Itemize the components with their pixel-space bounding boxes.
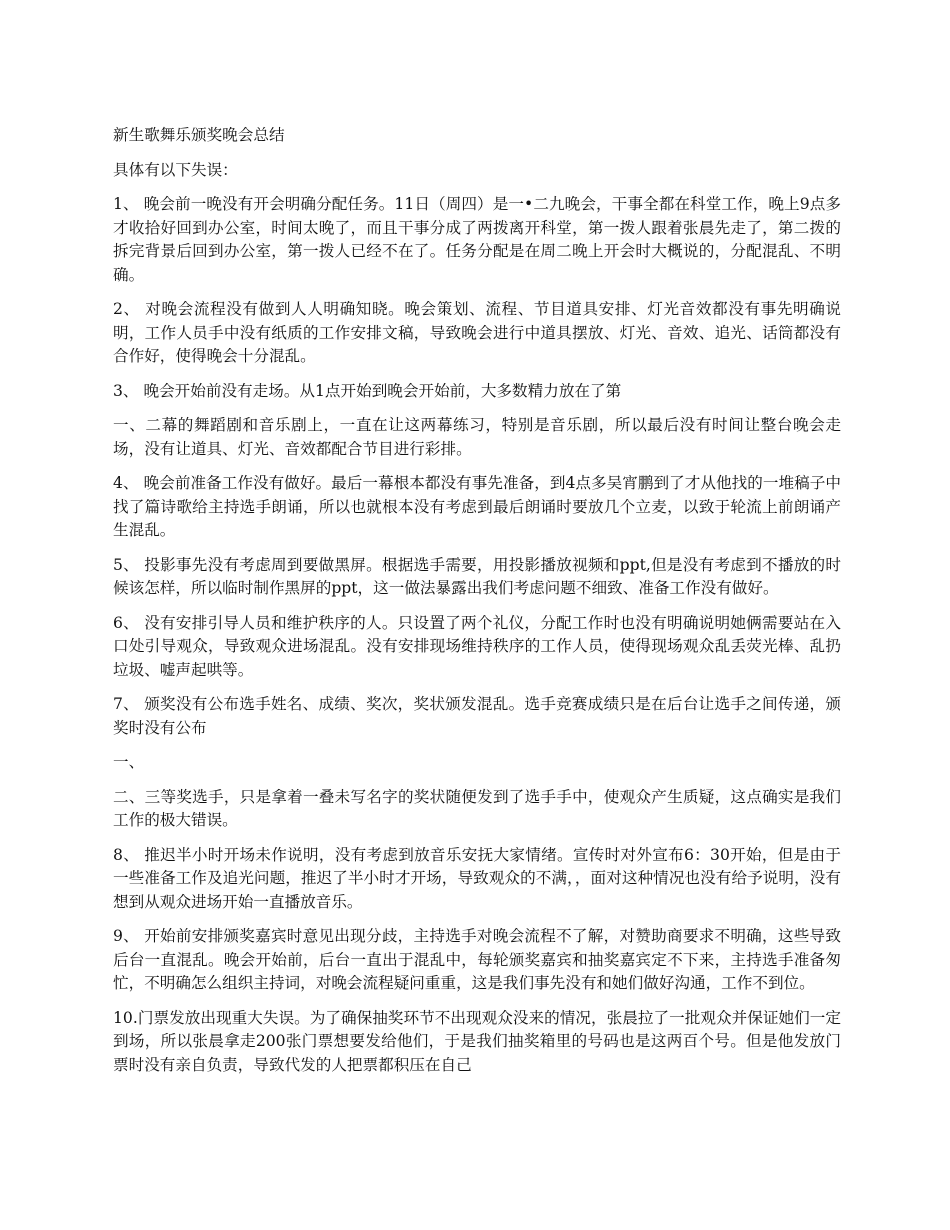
paragraph: 一、二幕的舞蹈剧和音乐剧上，一直在让这两幕练习，特别是音乐剧，所以最后没有时间让整台晚会走场，没有让道具、灯光、音效都配合节目进行彩排。: [113, 416, 841, 458]
paragraph: 2、 对晚会流程没有做到人人明确知晓。晚会策划、流程、节目道具安排、灯光音效都没有事先明确说明，工作人员手中没有纸质的工作安排文稿，导致晚会进行中道具摆放、灯光、音效、追光、话筒都没有合作好，使得晚会十分混乱。: [113, 300, 841, 365]
paragraph: 3、 晚会开始前没有走场。从1点开始到晚会开始前，大多数精力放在了第: [113, 381, 622, 400]
paragraph: 5、 投影事先没有考虑周到要做黑屏。根据选手需要，用投影播放视频和ppt,但是没有考虑到不播放的时候该怎样，所以临时制作黑屏的ppt，这一做法暴露出我们考虑问题不细致、准备工作没有做好。: [113, 555, 841, 597]
paragraph: 4、 晚会前准备工作没有做好。最后一幕根本都没有事先准备，到4点多吴宵鹏到了才从他找的一堆稿子中找了篇诗歌给主持选手朗诵，所以也就根本没有考虑到最后朗诵时要放几个立麦，以致于轮流上前朗诵产生混乱。: [113, 474, 841, 539]
paragraph: 一、: [113, 753, 145, 771]
paragraph: 1、 晚会前一晚没有开会明确分配任务。11日（周四）是一•二九晚会，干事全都在科堂工作，晚上9点多才收拾好回到办公室，时间太晚了，而且干事分成了两拨离开科堂，第一拨人跟着张晨先走了，第二拨的拆完背景后回到办公室，第一拨人已经不在了。任务分配是在周二晚上开会时大概说的，分配混乱、不明确。: [113, 195, 841, 284]
paragraph: 8、 推迟半小时开场未作说明，没有考虑到放音乐安抚大家情绪。宣传时对外宣布6：30开始，但是由于一些准备工作及追光问题，推迟了半小时才开场，导致观众的不满，，面对这种情况也没有给予说明，没有想到从观众进场开始一直播放音乐。: [113, 845, 841, 911]
paragraph: 9、 开始前安排颁奖嘉宾时意见出现分歧，主持选手对晚会流程不了解，对赞助商要求不明确，这些导致后台一直混乱。晚会开始前，后台一直出于混乱中，每轮颁奖嘉宾和抽奖嘉宾定不下来，主持选手准备匆忙，不明确怎么组织主持词，对晚会流程疑问重重，这是我们事先没有和她们做好沟通，工作不到位。: [113, 927, 841, 992]
document-title: 新生歌舞乐颁奖晚会总结: [113, 126, 285, 144]
paragraph: 10.门票发放出现重大失误。为了确保抽奖环节不出现观众没来的情况，张晨拉了一批观众并保证她们一定到场，所以张晨拿走200张门票想要发给他们，于是我们抽奖箱里的号码也是这两百个号。但是他发放门票时没有亲自负责，导致代发的人把票都积压在自己: [113, 1008, 841, 1074]
document-body: [113, 124, 841, 1088]
intro-line: 具体有以下失误：: [113, 160, 238, 179]
paragraph: 7、 颁奖没有公布选手姓名、成绩、奖次，奖状颁发混乱。选手竞赛成绩只是在后台让选手之间传递，颁奖时没有公布: [113, 695, 841, 737]
paragraph: 6、 没有安排引导人员和维护秩序的人。只设置了两个礼仪，分配工作时也没有明确说明她俩需要站在入口处引导观众，导致观众进场混乱。没有安排现场维持秩序的工作人员，使得现场观众乱丢荧光棒、乱扔垃圾、嘘声起哄等。: [113, 613, 841, 679]
paragraph: 二、三等奖选手，只是拿着一叠未写名字的奖状随便发到了选手手中，使观众产生质疑，这点确实是我们工作的极大错误。: [113, 787, 841, 829]
